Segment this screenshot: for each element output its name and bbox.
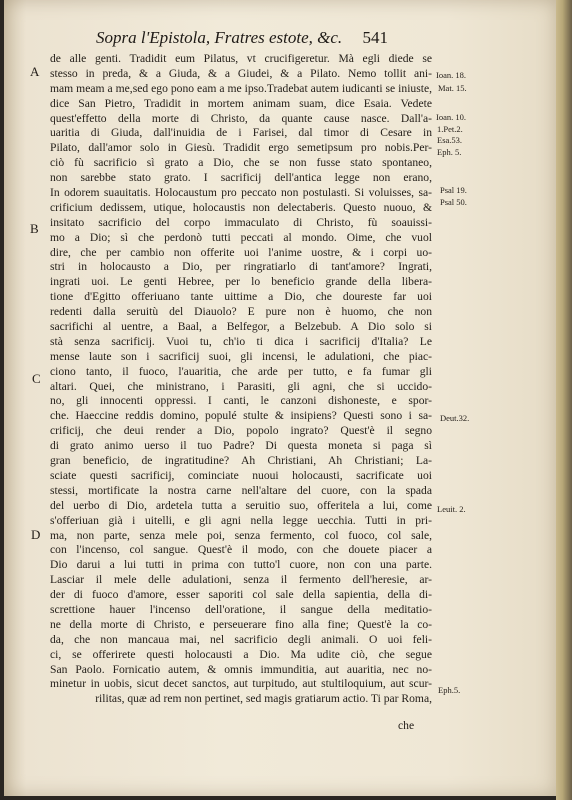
text-line: sacrifichi al uentre, a Baal, a Belfegor, a Belzebub. A Dio solo si (50, 320, 432, 334)
text-line: uaritia di Giuda, dall'inuidia de i Farisei, dal timor di Cesare in (50, 126, 432, 140)
text-line: del uerbo di Dio, ardetela tutta a seruitio suo, offeritela a lui, come (50, 498, 432, 512)
text-line: no, gli innocenti oppressi. I canti, le canzoni dishoneste, e spor- (50, 394, 432, 408)
section-letter-c: C (32, 371, 41, 386)
text-line: da, che non mancaua mai, nel sacrificio degli animali. O uoi feli- (50, 632, 432, 646)
text-line: che. Haeccine reddis domino, populé stulte & insipiens? Questi sono i sa- (50, 409, 432, 423)
text-line: screttione hauer l'incenso dell'oratione, il sangue della meditatio- (50, 602, 432, 616)
text-line: gran beneficio, de ingratitudine? Ah Christiani, Ah Christiani; La- (50, 454, 432, 468)
text-line: ne della morte di Christo, e perseuerare fino alla fine; Quest'è la co- (50, 617, 432, 631)
text-line: In odorem suauitatis. Holocaustum pro peccato non postulasti. Si voluisses, sa- (50, 186, 432, 200)
text-line: con l'incenso, col sangue. Quest'è il modo, con che douete piacer a (50, 543, 432, 557)
text-line: crificium dedissem, utique, holocaustis non delectaberis. Questo nuouo, & (50, 200, 432, 214)
margin-ref: Ioan. 10. (436, 112, 466, 122)
text-line: mo a Dio; sì che perdonò tutti peccati al mondo. Oime, che vuol (50, 230, 432, 244)
text-line: Dio darui a lui tutti in prima con tutto'l cuore, non con una parte. (50, 558, 432, 572)
text-line: stà senza sacrificij. Vuoi tu, ch'io ti dica i sacrificij d'Italia? Le (50, 334, 432, 348)
text-line: insitato sacrificio del corpo immaculato di Christo, fù soauissi- (50, 215, 432, 229)
text-line: ci, se offerirete questi holocausti a Dio. Ma udite ciò, che segue (50, 647, 432, 661)
text-line: ingrati uoi. Le genti Hebree, per lo beneficio grande della libera- (50, 275, 432, 289)
text-line: mense laute son i sacrificij suoi, gli incensi, le adulationi, che piac- (50, 349, 432, 363)
text-line: de alle genti. Tradidit eum Pilatus, vt crucifigeretur. Mà egli diede se (50, 52, 432, 65)
margin-ref: Eph.5. (438, 685, 461, 695)
margin-ref: 1.Pet.2. (437, 124, 463, 134)
margin-ref: Ioan. 18. (436, 70, 466, 80)
text-line: Pilato, dall'amor solo in Giesù. Tradidit ergo semetipsum pro nobis.Per- (50, 141, 432, 155)
running-title: Sopra l'Epistola, Fratres estote, &c. (96, 28, 343, 47)
text-line: redenti dalla seruitù del Diauolo? E pure non è huomo, che non (50, 305, 432, 319)
margin-ref: Deut.32. (440, 413, 470, 423)
page-edge-stack (556, 0, 572, 800)
text-line: sciate questi sacrificij, cominciate nuoui holocausti, sacrificate uoi (50, 468, 432, 482)
text-line: dice San Pietro, Tradidit in mortem animam suam, dice Esaia. Vedete (50, 96, 432, 110)
text-line: stessi, mortificate la nostra carne nell'altare del cuore, con la spada (50, 483, 432, 497)
section-letter-a: A (30, 64, 40, 79)
text-line: s'offeriuan già i uitelli, e gli agni nella legge uecchia. Tutti in pri- (50, 513, 432, 527)
margin-ref: Psal 19. (440, 185, 467, 195)
text-line: ciò fù sacrificio sì grato a Dio, che se non fusse stato spontaneo, (50, 156, 432, 170)
margin-ref: Leuit. 2. (437, 504, 466, 514)
margin-ref: Esa.53. (437, 135, 463, 145)
text-line: mam meam a me,sed ego pono eam a me ipso.Tradebat autem iudicanti se iniuste, (50, 81, 432, 95)
text-line: stesso in preda, & a Giuda, & a Giudei, & a Pilato. Nemo tollit ani- (50, 66, 432, 80)
text-line: stri in holocausto a Dio, per ringratiarlo di tant'amore? Ingrati, (50, 260, 432, 274)
page-number: 541 (362, 28, 388, 47)
section-letter-d: D (31, 527, 41, 542)
text-line: dire, che per cambio non offerite uoi l'anime uostre, & i corpi uo- (50, 245, 432, 259)
margin-ref: Mat. 15. (438, 83, 467, 93)
text-line: quest'effetto della morte di Christo, da quante cause nasce. Dall'a- (50, 111, 432, 125)
text-line: ciono tanto, il fuoco, l'auaritia, che arde per tutto, e fa fumar gli (50, 364, 432, 378)
text-line: der di fuoco d'amore, esser saporiti col sale della sapientia, della di- (50, 588, 432, 602)
text-line: rilitas, quæ ad rem non pertinet, sed magis gratiarum actio. Ti par Roma, (95, 692, 432, 706)
text-line: altari. Quei, che ministrano, i Parasiti, gli agni, che si uccido- (50, 379, 432, 393)
margin-ref: Eph. 5. (437, 147, 462, 157)
text-line: tione d'Egitto offeriuano tante uittime a Dio, che doureste far uoi (50, 290, 432, 304)
catchword: che (398, 719, 415, 732)
text-line: San Paolo. Fornicatio autem, & omnis immunditia, aut auaritia, nec no- (50, 662, 432, 676)
text-line: non sarebbe stato grato. I sacrificij dell'antica legge non erano, (50, 171, 432, 185)
margin-ref: Psal 50. (440, 197, 467, 207)
running-header (96, 28, 436, 48)
body-text (50, 52, 432, 707)
section-letter-b: B (30, 221, 39, 236)
text-line: minetur in uobis, sicut decet sanctos, aut turpitudo, aut stultiloquium, aut scur- (50, 677, 432, 691)
text-line: di grato animo uerso il tuo Padre? Di questa moneta si paga sì (50, 439, 432, 453)
text-line: Lasciar il mele delle adulationi, senza il fermento dell'heresie, ar- (50, 573, 432, 587)
text-line: crificij, che deui render a Dio, popolo ingrato? Quest'è il segno (50, 424, 432, 438)
text-line: ma, non parte, senza mele poi, senza fermento, col fuoco, col sale, (50, 528, 432, 542)
